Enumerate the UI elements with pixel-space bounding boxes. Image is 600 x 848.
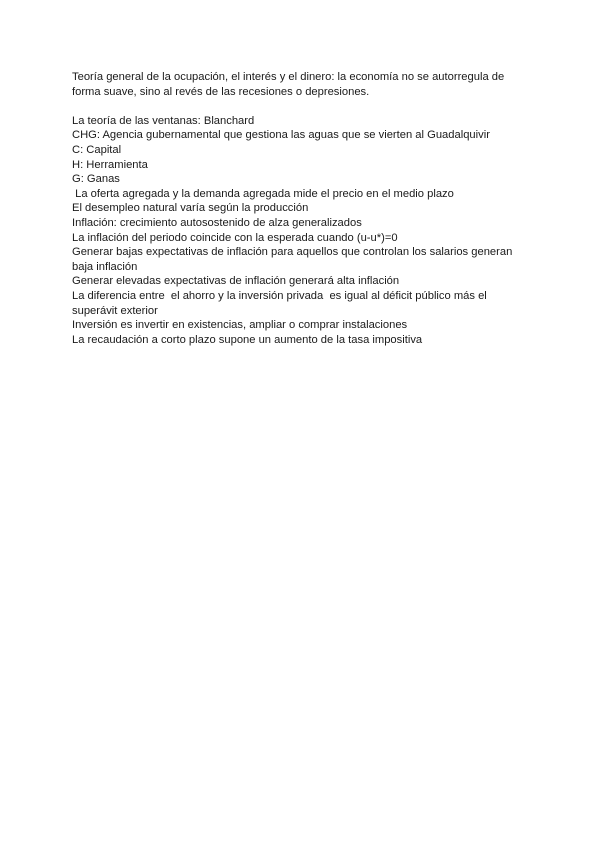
note-line: C: Capital — [72, 143, 122, 156]
note-line: La recaudación a corto plazo supone un aumento de la tasa impositiva — [72, 333, 423, 346]
notes-list — [72, 114, 532, 348]
note-line: G: Ganas — [72, 173, 120, 186]
note-line: La diferencia entre el ahorro y la inversión privada es igual al déficit público más el superávit exterior — [72, 289, 490, 317]
note-line: Inversión es invertir en existencias, ampliar o comprar instalaciones — [72, 319, 408, 332]
document-page — [72, 70, 532, 347]
note-line: La inflación del periodo coincide con la esperada cuando (u-u*)=0 — [72, 231, 398, 244]
note-line: Generar elevadas expectativas de inflación generará alta inflación — [72, 275, 400, 288]
note-line: H: Herramienta — [72, 158, 148, 171]
note-line: El desempleo natural varía según la producción — [72, 202, 309, 215]
intro-paragraph: Teoría general de la ocupación, el interés y el dinero: la economía no se autorregula de forma suave, sino al revés de las recesiones o depresiones. — [72, 71, 505, 98]
note-line: La teoría de las ventanas: Blanchard — [72, 114, 255, 127]
note-line: Generar bajas expectativas de inflación para aquellos que controlan los salarios generan baja inflación — [72, 246, 513, 273]
note-line: CHG: Agencia gubernamental que gestiona las aguas que se vierten al Guadalquivir — [72, 129, 490, 142]
note-line: Inflación: crecimiento autosostenido de alza generalizados — [72, 216, 362, 229]
note-line: La oferta agregada y la demanda agregada mide el precio en el medio plazo — [72, 187, 454, 200]
